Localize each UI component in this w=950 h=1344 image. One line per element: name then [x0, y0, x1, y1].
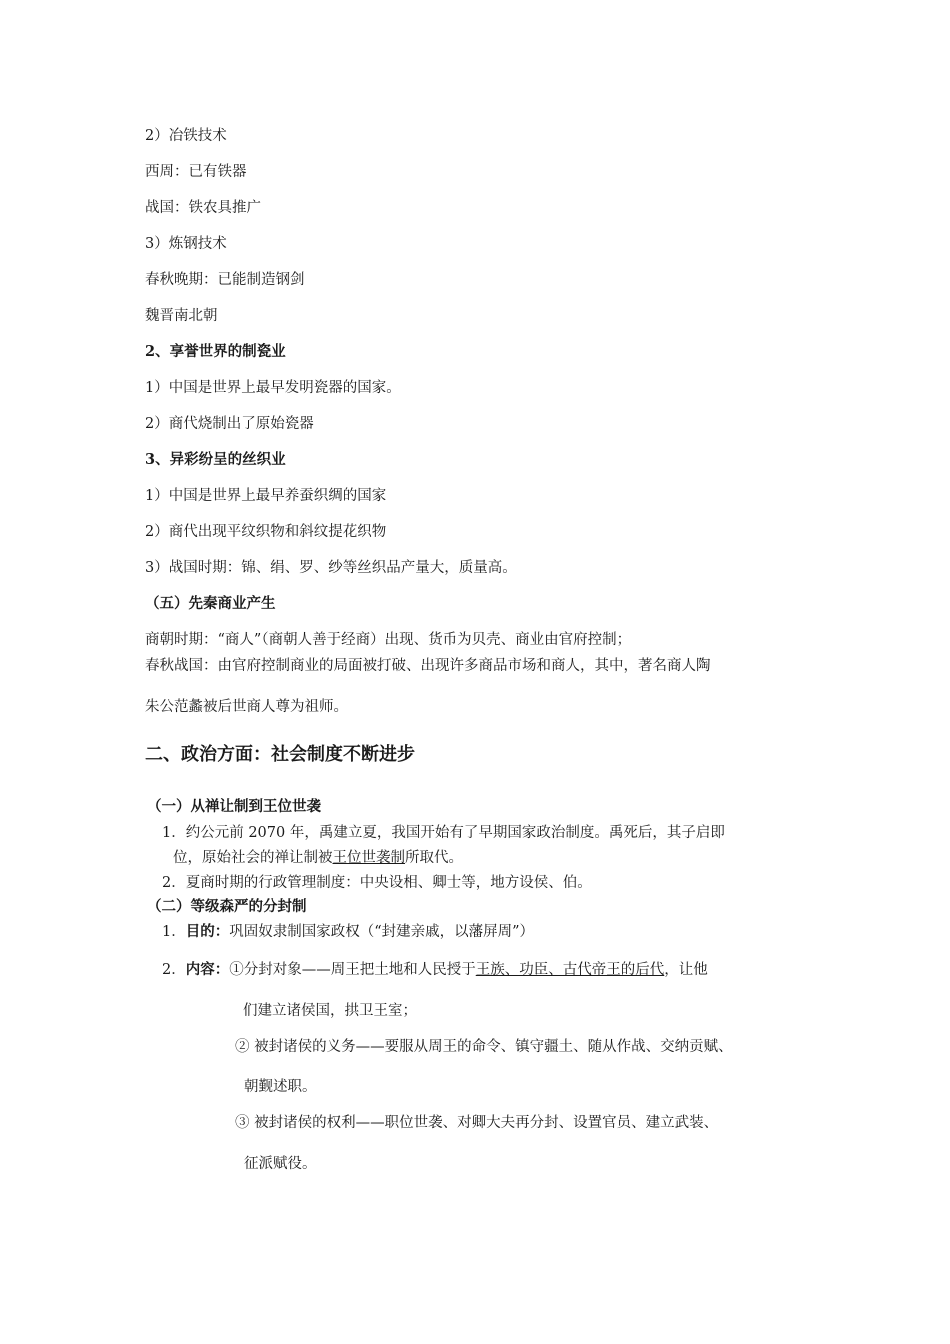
commerce-chunqiu-line-2: 朱公范蠡被后世商人尊为祖师。 [145, 699, 348, 715]
commerce-chunqiu-line-1: 春秋战国：由官府控制商业的局面被打破、出现许多商品市场和商人，其中，著名商人陶 [145, 658, 711, 674]
porcelain-item-2: 2）商代烧制出了原始瓷器 [145, 416, 314, 432]
sub2-item-1-number: 1． [162, 924, 186, 940]
porcelain-heading: 2、享誉世界的制瓷业 [145, 343, 286, 360]
sub2-item-2-number: 2． [162, 962, 186, 978]
sub2-item-2 [162, 960, 708, 980]
underlined-term-fenfeng-objects: 王族、功臣、古代帝王的后代 [475, 962, 665, 978]
sub2-item-1 [162, 922, 534, 942]
steel-chunqiu: 春秋晚期：已能制造钢剑 [145, 272, 305, 288]
section-two-heading: 二、政治方面：社会制度不断进步 [145, 744, 415, 765]
underlined-term-wangwei-shixi: 王位世袭制 [332, 850, 405, 866]
sub1-item-1-text-post: 所取代。 [405, 850, 463, 866]
iron-zhanguo: 战国：铁农具推广 [145, 200, 261, 216]
subsection-2-title: （二）等级森严的分封制 [147, 898, 307, 915]
sub2-item-2-label: 内容： [185, 961, 230, 978]
content-a-text-pre: ①分封对象——周王把土地和人民授于 [229, 962, 476, 978]
iron-tech-title: 2）冶铁技术 [145, 128, 227, 144]
content-a-text-post: ，让他 [664, 962, 708, 978]
sub1-item-1-line-2 [173, 848, 463, 868]
sub1-item-1-text-pre: 位，原始社会的禅让制被 [173, 850, 333, 866]
sub2-item-1-text: 巩固奴隶制国家政权（“封建亲戚，以藩屏周”） [229, 924, 535, 940]
sub2-item-1-label: 目的： [185, 923, 230, 940]
silk-item-2: 2）商代出现平纹织物和斜纹提花织物 [145, 524, 387, 540]
porcelain-item-1: 1）中国是世界上最早发明瓷器的国家。 [145, 380, 401, 396]
content-c-line-2: 征派赋役。 [244, 1156, 317, 1172]
steel-weijin: 魏晋南北朝 [145, 308, 218, 324]
content-b-line-2: 朝觐述职。 [244, 1079, 317, 1095]
content-c-line-1: ③ 被封诸侯的权利——职位世袭、对卿大夫再分封、设置官员、建立武装、 [235, 1115, 719, 1131]
content-b-line-1: ② 被封诸侯的义务——要服从周王的命令、镇守疆土、随从作战、交纳贡赋、 [235, 1039, 733, 1055]
subsection-1-title: （一）从禅让制到王位世袭 [147, 798, 321, 815]
silk-heading: 3、异彩纷呈的丝织业 [145, 451, 286, 468]
sub1-item-2: 2．夏商时期的行政管理制度：中央设相、卿士等，地方设侯、伯。 [162, 875, 592, 891]
silk-item-1: 1）中国是世界上最早养蚕织绸的国家 [145, 488, 387, 504]
commerce-shang: 商朝时期：“商人”（商朝人善于经商）出现、货币为贝壳、商业由官府控制； [145, 632, 632, 648]
steel-tech-title: 3）炼钢技术 [145, 236, 227, 252]
iron-xizhou: 西周：已有铁器 [145, 164, 247, 180]
silk-item-3: 3）战国时期：锦、绢、罗、纱等丝织品产量大，质量高。 [145, 560, 517, 576]
commerce-heading: （五）先秦商业产生 [145, 595, 276, 612]
sub1-item-1-line-1: 1．约公元前 2070 年，禹建立夏，我国开始有了早期国家政治制度。禹死后，其子启即 [162, 825, 725, 841]
content-a-line-2: 们建立诸侯国，拱卫王室； [243, 1003, 417, 1019]
